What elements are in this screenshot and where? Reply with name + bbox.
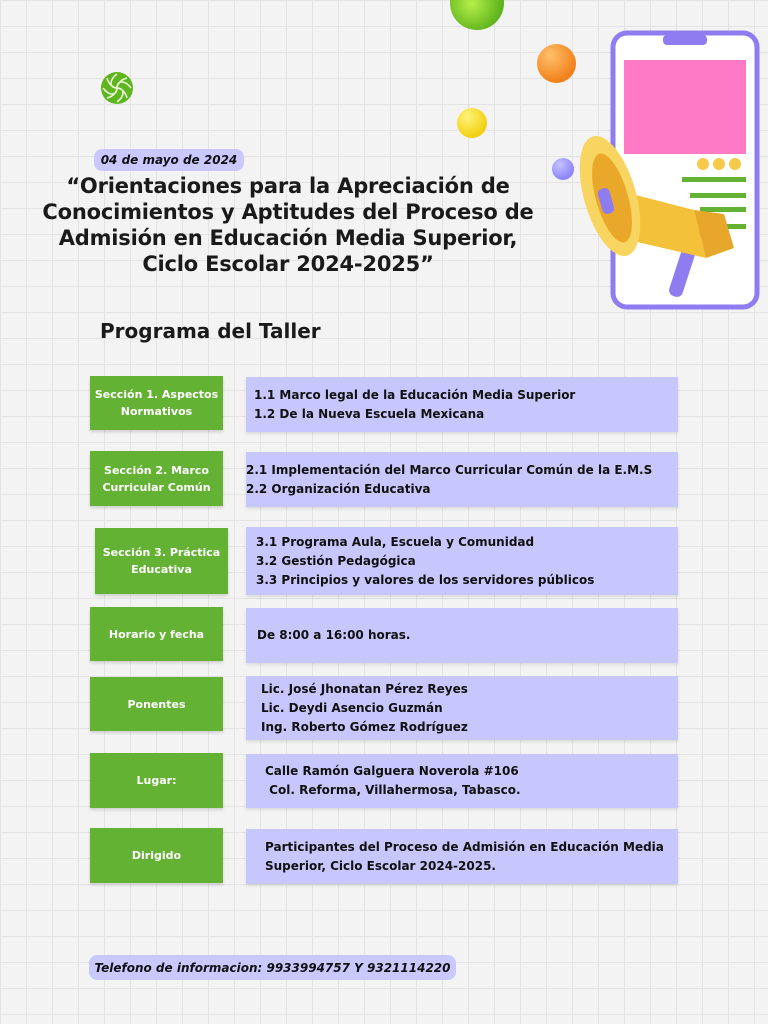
decorative-orange-ball — [537, 44, 576, 83]
decorative-green-ball — [450, 0, 504, 30]
content-item: Calle Ramón Galguera Noverola #106 — [265, 764, 519, 778]
label-line: Sección 2. Marco — [104, 463, 209, 477]
page-title — [18, 173, 558, 277]
label-line: Ponentes — [127, 697, 186, 711]
megaphone-icon — [574, 128, 740, 300]
location-content — [246, 754, 678, 808]
label-line: Curricular Común — [102, 480, 211, 494]
contact-phone-badge: Telefono de informacion: 9933994757 Y 9321114220 — [89, 955, 456, 980]
content-item: 1.1 Marco legal de la Educación Media Superior — [254, 387, 576, 402]
content-item: 2.2 Organización Educativa — [246, 481, 431, 496]
section-content-practica-educativa — [246, 527, 678, 595]
content-item: Lic. Deydi Asencio Guzmán — [261, 700, 443, 715]
label-line: Normativos — [120, 405, 193, 418]
label-line: Educativa — [131, 563, 192, 576]
program-heading: Programa del Taller — [100, 319, 321, 343]
date-badge: 04 de mayo de 2024 — [94, 149, 244, 171]
content-item: 1.2 De la Nueva Escuela Mexicana — [254, 406, 485, 421]
content-item: Col. Reforma, Villahermosa, Tabasco. — [265, 783, 521, 797]
content-item: Participantes del Proceso de Admisión en Educación Media — [265, 839, 664, 854]
label-line: Sección 1. Aspectos — [94, 388, 219, 401]
label-line: Sección 3. Práctica — [102, 546, 221, 559]
title-line: Admisión en Educación Media Superior, — [58, 226, 518, 250]
label-line: Lugar: — [136, 774, 177, 787]
title-line: “Orientaciones para la Apreciación de — [66, 174, 510, 198]
content-item: De 8:00 a 16:00 horas. — [257, 628, 411, 642]
schedule-label — [90, 607, 223, 661]
content-item: 3.1 Programa Aula, Escuela y Comunidad — [256, 534, 535, 549]
title-line: Ciclo Escolar 2024-2025” — [142, 252, 434, 276]
audience-content — [246, 829, 678, 884]
content-item: Superior, Ciclo Escolar 2024-2025. — [265, 858, 496, 873]
decorative-yellow-ball — [457, 108, 487, 138]
section-label-normativos — [90, 376, 223, 430]
title-line: Conocimientos y Aptitudes del Proceso de — [42, 200, 534, 224]
section-label-marco-curricular — [90, 451, 223, 506]
location-label — [90, 753, 223, 808]
content-item: 3.3 Principios y valores de los servidores públicos — [256, 572, 595, 587]
spiral-logo-icon — [99, 70, 135, 106]
label-line: Dirigido — [131, 849, 182, 862]
label-line: Horario y fecha — [108, 627, 205, 641]
schedule-content — [246, 608, 678, 663]
section-content-normativos — [246, 377, 678, 432]
speakers-content — [246, 676, 678, 740]
speakers-label — [90, 677, 223, 731]
audience-label — [90, 828, 223, 883]
content-item: 3.2 Gestión Pedagógica — [256, 553, 416, 568]
section-content-marco-curricular — [246, 452, 678, 507]
content-item: 2.1 Implementación del Marco Curricular Común de la E.M.S — [246, 462, 653, 477]
section-label-practica-educativa — [95, 528, 228, 594]
content-item: Lic. José Jhonatan Pérez Reyes — [261, 681, 468, 696]
content-item: Ing. Roberto Gómez Rodríguez — [261, 719, 468, 734]
